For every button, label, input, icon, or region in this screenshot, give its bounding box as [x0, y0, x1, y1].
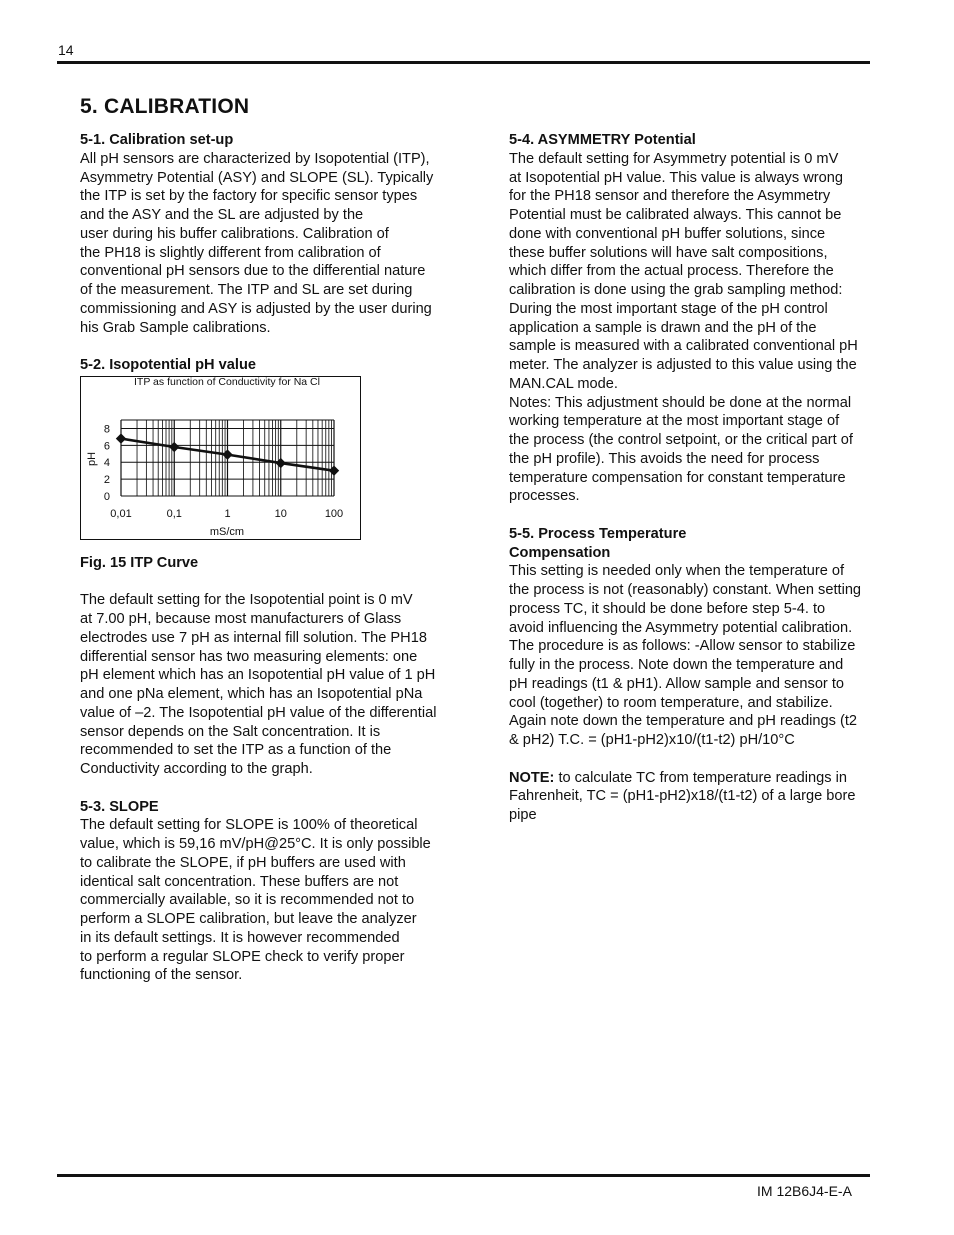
text-line: recommended to set the ITP as a function of the	[80, 742, 392, 759]
text-line: electrodes use 7 pH as internal fill solution. The PH18	[80, 629, 427, 646]
text-line: Fahrenheit, TC = (pH1-pH2)x18/(t1-t2) of a large bore	[509, 788, 856, 805]
text-line: The default setting for Asymmetry potential is 0 mV	[509, 150, 839, 167]
text-line: the ITP is set by the factory for specific sensor types	[80, 188, 418, 205]
text-line: conventional pH sensors due to the differential nature	[80, 263, 426, 280]
data-point-marker	[116, 433, 126, 443]
text-line: to calibrate the SLOPE, if pH buffers are used with	[80, 854, 406, 871]
section-body-5-5	[509, 562, 894, 750]
note-paragraph	[509, 769, 894, 825]
text-line: in its default settings. It is however recommended	[80, 929, 400, 946]
text-line: meter. The analyzer is adjusted to this value using the	[509, 357, 857, 373]
text-line: the process is not (reasonably) constant. When setting	[509, 582, 862, 598]
y-axis-label: pH	[86, 451, 98, 466]
text-line: MAN.CAL mode.	[509, 375, 618, 392]
x-axis-label: mS/cm	[209, 525, 245, 538]
text-line: process TC, it should be done before step 5-4. to	[509, 600, 826, 617]
text-line: value, which is 59,16 mV/pH@25°C. It is only possible	[80, 836, 431, 852]
header-rule	[57, 61, 870, 64]
text-line: commissioning and ASY is adjusted by the user during	[80, 300, 432, 317]
chapter-title: 5. CALIBRATION	[80, 95, 250, 118]
text-line: Conductivity according to the graph.	[80, 761, 313, 777]
text-line: perform a SLOPE calibration, but leave the analyzer	[80, 911, 417, 927]
text-line: identical salt concentration. These buffers are not	[80, 873, 399, 890]
section-heading-5-2: 5-2. Isopotential pH value	[80, 357, 256, 373]
left-column	[80, 131, 470, 985]
data-point-marker	[276, 458, 286, 468]
section-body-5-3	[80, 816, 470, 985]
text-line: and the ASY and the SL are adjusted by the	[80, 207, 364, 223]
section-body-5-2	[80, 591, 470, 779]
y-tick-label: 8	[103, 423, 110, 436]
text-line: cool (together) to room temperature, and stabilize.	[509, 694, 833, 711]
heading-line: Compensation	[509, 544, 611, 561]
heading-line: 5-5. Process Temperature	[509, 525, 687, 542]
text-line: Notes: This adjustment should be done at the normal	[509, 394, 852, 411]
text-line: functioning of the sensor.	[80, 967, 243, 984]
text-line: and one pNa element, which has an Isopotential pNa	[80, 686, 423, 702]
text-line: at 7.00 pH, because most manufacturers of Glass	[80, 611, 402, 627]
text-line: differential sensor has two measuring elements: one	[80, 648, 418, 665]
text-line: processes.	[509, 488, 580, 505]
text-line: commercially available, so it is recommended not to	[80, 892, 415, 909]
x-tick-label: 1	[224, 507, 231, 520]
text-line: During the most important stage of the pH control	[509, 300, 828, 317]
section-heading-5-5	[509, 525, 894, 563]
text-line: Again note down the temperature and pH readings (t2	[509, 713, 858, 730]
figure-caption: Fig. 15 ITP Curve	[80, 554, 199, 571]
note-label: NOTE:	[509, 769, 555, 786]
text-line: The default setting for the Isopotential point is 0 mV	[80, 592, 413, 609]
text-line: The default setting for SLOPE is 100% of theoretical	[80, 817, 418, 834]
text-line: the process (the control setpoint, or the critical part of	[509, 432, 853, 448]
data-point-marker	[169, 442, 179, 452]
section-heading-5-4: 5-4. ASYMMETRY Potential	[509, 132, 696, 148]
text-line: & pH2) T.C. = (pH1-pH2)x10/(t1-t2) pH/10°C	[509, 732, 795, 748]
text-line: pipe	[509, 807, 537, 823]
text-line: the PH18 is slightly different from calibration of	[80, 244, 381, 261]
data-point-marker	[222, 449, 232, 459]
y-tick-label: 6	[103, 440, 110, 453]
note-text: to calculate TC from temperature readings in	[554, 769, 847, 786]
x-tick-label: 10	[274, 507, 287, 520]
y-tick-label: 0	[103, 490, 110, 503]
text-line: which differ from the actual process. Therefore the	[509, 263, 834, 280]
text-line: value of –2. The Isopotential pH value of the differential	[80, 704, 437, 721]
x-tick-label: 0,1	[166, 507, 182, 520]
text-line: This setting is needed only when the temperature of	[509, 563, 845, 580]
section-body-5-1	[80, 150, 470, 338]
text-line: calibration is done using the grab sampling method:	[509, 282, 843, 298]
text-line: sensor depends on the Salt concentration. It is	[80, 723, 381, 740]
right-column	[509, 131, 894, 825]
text-line: Potential must be calibrated always. This cannot be	[509, 207, 842, 223]
data-point-marker	[329, 465, 339, 475]
text-line: Asymmetry Potential (ASY) and SLOPE (SL). Typically	[80, 169, 434, 186]
y-tick-label: 2	[103, 473, 110, 486]
text-line: fully in the process. Note down the temperature and	[509, 657, 844, 673]
text-line: user during his buffer calibrations. Calibration of	[80, 225, 389, 242]
x-tick-label: 0,01	[110, 507, 132, 520]
itp-chart	[80, 376, 361, 540]
section-heading-5-1: 5-1. Calibration set-up	[80, 132, 234, 148]
text-line: application a sample is drawn and the pH of the	[509, 319, 817, 336]
text-line: for the PH18 sensor and therefore the Asymmetry	[509, 188, 831, 205]
text-line: to perform a regular SLOPE check to verify proper	[80, 948, 405, 965]
text-line: pH readings (t1 & pH1). Allow sample and sensor to	[509, 675, 845, 692]
text-line: of the measurement. The ITP and SL are set during	[80, 282, 413, 298]
text-line: All pH sensors are characterized by Isopotential (ITP),	[80, 150, 430, 167]
text-line: his Grab Sample calibrations.	[80, 319, 271, 336]
section-heading-5-3: 5-3. SLOPE	[80, 798, 159, 815]
text-line: these buffer solutions will have salt compositions,	[509, 244, 828, 261]
text-line: sample is measured with a calibrated conventional pH	[509, 338, 858, 355]
page-number: 14	[58, 42, 74, 58]
text-line: The procedure is as follows: -Allow sensor to stabilize	[509, 638, 856, 655]
text-line: at Isopotential pH value. This value is always wrong	[509, 169, 843, 186]
section-body-5-4	[509, 150, 894, 506]
text-line: done with conventional pH buffer solutions, since	[509, 225, 826, 242]
note-first-line	[509, 769, 894, 788]
text-line: temperature compensation for constant temperature	[509, 469, 846, 486]
text-line: working temperature at the most important stage of	[509, 413, 840, 430]
y-tick-label: 4	[103, 456, 110, 469]
chart-title: ITP as function of Conductivity for Na Cl	[134, 376, 320, 388]
footer-rule	[57, 1174, 870, 1177]
text-line: pH element which has an Isopotential pH value of 1 pH	[80, 667, 436, 684]
x-tick-label: 100	[324, 507, 344, 520]
text-line: avoid influencing the Asymmetry potential calibration.	[509, 619, 853, 636]
text-line: the pH profile). This avoids the need for process	[509, 450, 820, 467]
document-code: IM 12B6J4-E-A	[757, 1183, 852, 1199]
